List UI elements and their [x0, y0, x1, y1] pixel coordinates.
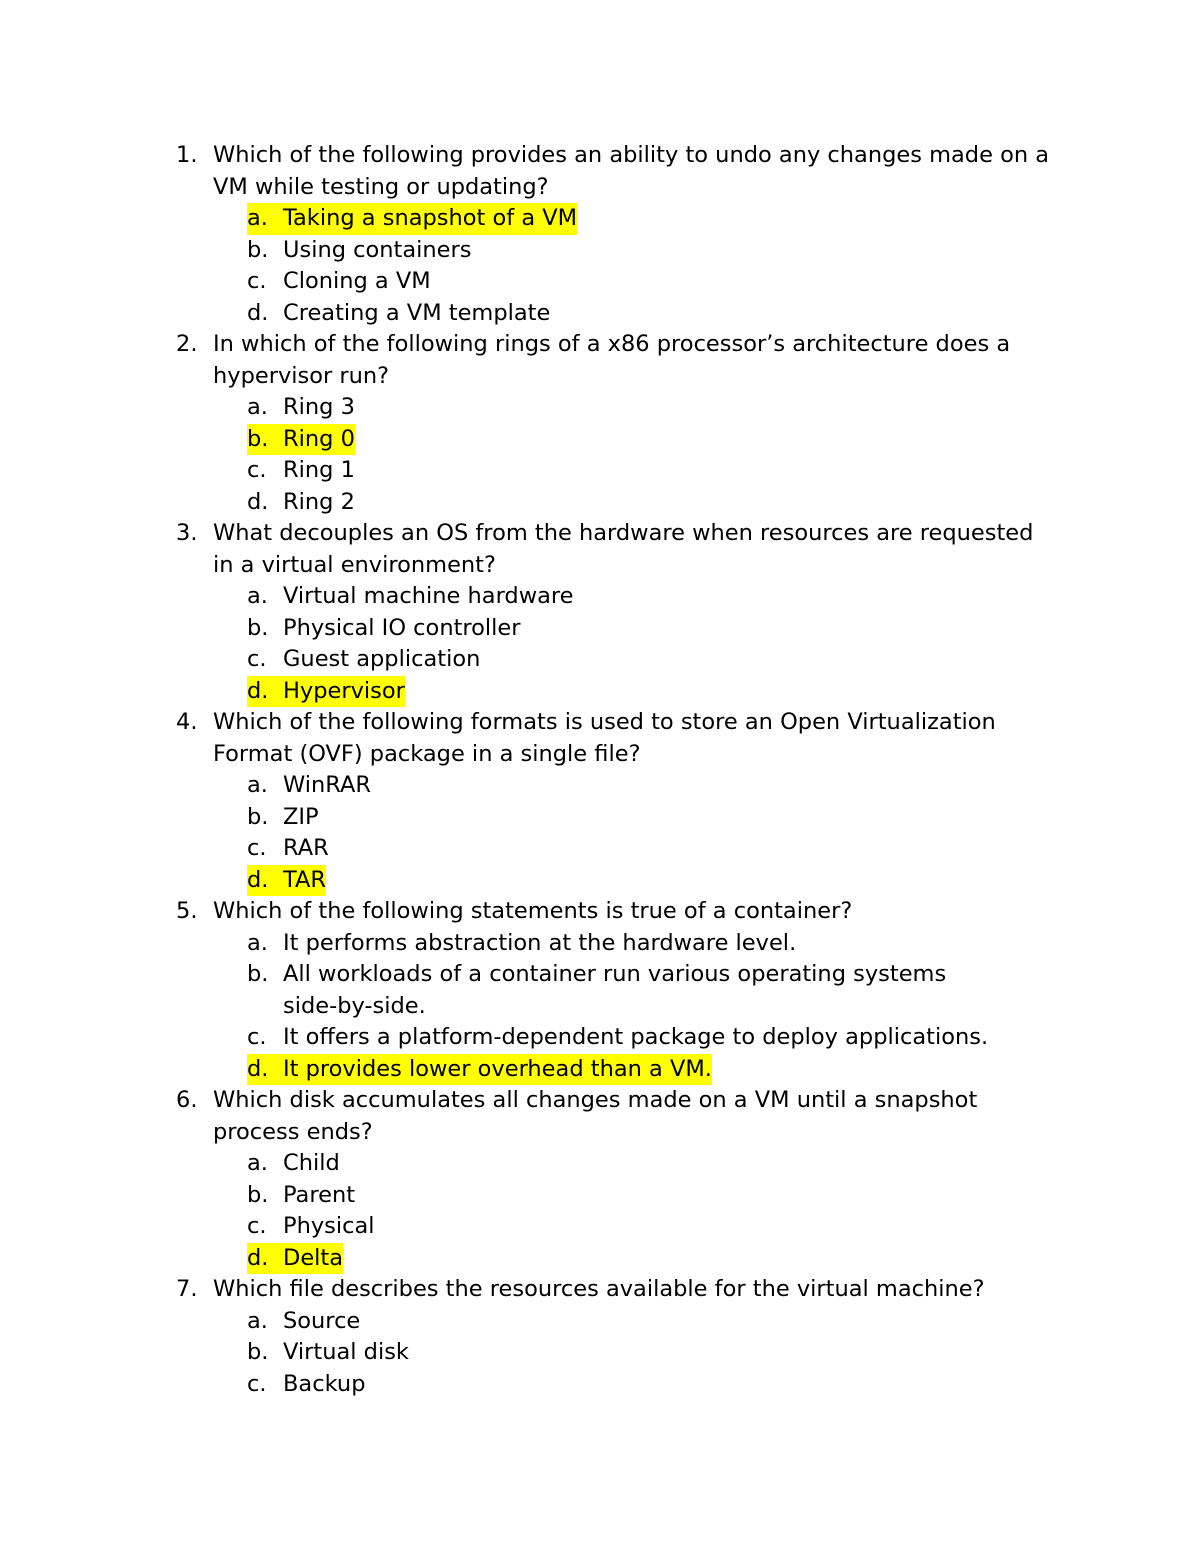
question-text: Which disk accumulates all changes made on a VM until a snapshot process ends? [213, 1087, 978, 1145]
question-number: 2. [176, 331, 198, 357]
answer-option [247, 802, 1056, 834]
answer-option-body [247, 833, 329, 865]
correct-answer-highlight [247, 1243, 343, 1275]
option-text: WinRAR [283, 772, 372, 798]
answer-option-body [247, 802, 319, 834]
option-text: It offers a platform-dependent package to deploy applications. [283, 1024, 989, 1050]
option-text: Creating a VM template [283, 299, 551, 326]
option-letter: d. [247, 488, 269, 515]
question-line [176, 1085, 1056, 1148]
question-text: Which file describes the resources available for the virtual machine? [213, 1276, 985, 1302]
correct-answer-highlight [247, 203, 577, 235]
option-text: TAR [283, 866, 327, 893]
answer-option [247, 487, 1056, 519]
option-text: Taking a snapshot of a VM [283, 205, 578, 231]
question-number: 1. [176, 142, 198, 168]
option-text: Using containers [283, 236, 472, 263]
option-letter: c. [247, 835, 267, 861]
correct-answer-highlight [247, 1054, 712, 1086]
answer-option-body [247, 455, 355, 487]
answer-option [247, 235, 1056, 267]
question-1 [176, 140, 1056, 329]
question-list [176, 140, 1056, 1400]
option-letter: a. [247, 583, 268, 609]
option-text: All workloads of a container run various operating systems side-by-side. [283, 961, 947, 1019]
option-text: Cloning a VM [283, 268, 431, 294]
question-number: 3. [176, 520, 198, 546]
option-text: Ring 2 [283, 488, 355, 515]
question-4 [176, 707, 1056, 896]
option-text: Ring 1 [283, 457, 355, 483]
option-text: Ring 0 [283, 425, 355, 452]
answer-option [247, 865, 1056, 897]
answer-option-body [247, 1337, 409, 1369]
question-text: In which of the following rings of a x86 processor’s architecture does a hypervisor run? [213, 331, 1011, 389]
question-text: Which of the following provides an ability to undo any changes made on a VM while testing or updating? [213, 142, 1050, 200]
option-letter: c. [247, 457, 267, 483]
question-line [176, 518, 1056, 581]
answer-option [247, 455, 1056, 487]
answer-option-body [247, 235, 471, 267]
answer-option [247, 1180, 1056, 1212]
answer-option [247, 676, 1056, 708]
answer-option [247, 833, 1056, 865]
correct-answer-highlight [247, 676, 405, 708]
option-text: Physical [283, 1213, 375, 1239]
question-line [176, 707, 1056, 770]
correct-answer-highlight [247, 424, 355, 456]
answer-option-body [247, 298, 550, 330]
answer-option [247, 392, 1056, 424]
correct-answer-highlight [247, 865, 326, 897]
answer-option [247, 266, 1056, 298]
option-text: Guest application [283, 646, 481, 672]
option-text: Child [283, 1150, 340, 1176]
question-2 [176, 329, 1056, 518]
question-line [176, 896, 1056, 928]
answer-option [247, 1022, 1056, 1054]
question-text: Which of the following statements is true of a container? [213, 898, 853, 924]
option-letter: c. [247, 268, 267, 294]
answer-option [247, 581, 1056, 613]
question-number: 4. [176, 709, 198, 735]
answer-option-body [247, 1022, 1007, 1054]
option-letter: d. [247, 677, 269, 704]
answer-option [247, 1337, 1056, 1369]
option-letter: c. [247, 1024, 267, 1050]
answer-option-body [247, 1306, 360, 1338]
answer-option [247, 613, 1056, 645]
question-number: 6. [176, 1087, 198, 1113]
answer-option-body [247, 613, 521, 645]
option-letter: a. [247, 1307, 268, 1334]
option-letter: d. [247, 1055, 269, 1082]
answer-option-body [247, 1369, 365, 1401]
option-text: It performs abstraction at the hardware level. [283, 929, 797, 956]
option-text: Physical IO controller [283, 614, 521, 641]
answer-option [247, 644, 1056, 676]
option-letter: b. [247, 961, 269, 987]
question-3 [176, 518, 1056, 707]
question-line [176, 1274, 1056, 1306]
answer-option-body [247, 487, 355, 519]
question-7 [176, 1274, 1056, 1400]
option-letter: b. [247, 236, 269, 263]
answer-option [247, 1306, 1056, 1338]
option-letter: d. [247, 1244, 269, 1271]
answer-option-body [247, 644, 480, 676]
answer-option [247, 1243, 1056, 1275]
answer-option [247, 1054, 1056, 1086]
option-text: Backup [283, 1370, 366, 1397]
question-line [176, 140, 1056, 203]
answer-option-body [247, 959, 1007, 1022]
option-text: Virtual machine hardware [283, 583, 574, 609]
option-letter: a. [247, 205, 268, 231]
option-letter: b. [247, 1181, 269, 1208]
answer-option [247, 959, 1056, 1022]
answer-option [247, 298, 1056, 330]
answer-option [247, 424, 1056, 456]
answer-option-body [247, 1148, 340, 1180]
option-letter: a. [247, 929, 268, 956]
answer-option [247, 1211, 1056, 1243]
option-letter: b. [247, 614, 269, 641]
option-letter: a. [247, 772, 268, 798]
answer-option-body [247, 928, 796, 960]
option-letter: b. [247, 803, 269, 830]
answer-option-body [247, 1211, 375, 1243]
answer-option-body [247, 1180, 355, 1212]
option-letter: a. [247, 394, 268, 420]
answer-option-body [247, 392, 355, 424]
question-5 [176, 896, 1056, 1085]
question-number: 5. [176, 898, 198, 924]
question-6 [176, 1085, 1056, 1274]
question-text: What decouples an OS from the hardware when resources are requested in a virtual environment? [213, 520, 1034, 578]
answer-option [247, 770, 1056, 802]
question-text: Which of the following formats is used to store an Open Virtualization Format (OVF) package in a single file? [213, 709, 996, 767]
option-letter: c. [247, 646, 267, 672]
option-letter: c. [247, 1370, 267, 1397]
option-text: Parent [283, 1181, 356, 1208]
option-text: Source [283, 1307, 361, 1334]
option-letter: c. [247, 1213, 267, 1239]
question-number: 7. [176, 1276, 198, 1302]
option-text: Hypervisor [283, 677, 405, 704]
option-letter: b. [247, 1339, 269, 1365]
option-text: Delta [283, 1244, 344, 1271]
option-letter: d. [247, 866, 269, 893]
option-text: Ring 3 [283, 394, 355, 420]
answer-option-body [247, 770, 371, 802]
option-text: It provides lower overhead than a VM. [283, 1055, 712, 1082]
option-letter: b. [247, 425, 269, 452]
answer-option-body [247, 581, 574, 613]
answer-option [247, 203, 1056, 235]
answer-option [247, 1148, 1056, 1180]
option-text: Virtual disk [283, 1339, 409, 1365]
answer-option-body [247, 266, 431, 298]
answer-option [247, 928, 1056, 960]
question-line [176, 329, 1056, 392]
option-letter: d. [247, 299, 269, 326]
option-text: ZIP [283, 803, 319, 830]
option-letter: a. [247, 1150, 268, 1176]
answer-option [247, 1369, 1056, 1401]
option-text: RAR [283, 835, 329, 861]
